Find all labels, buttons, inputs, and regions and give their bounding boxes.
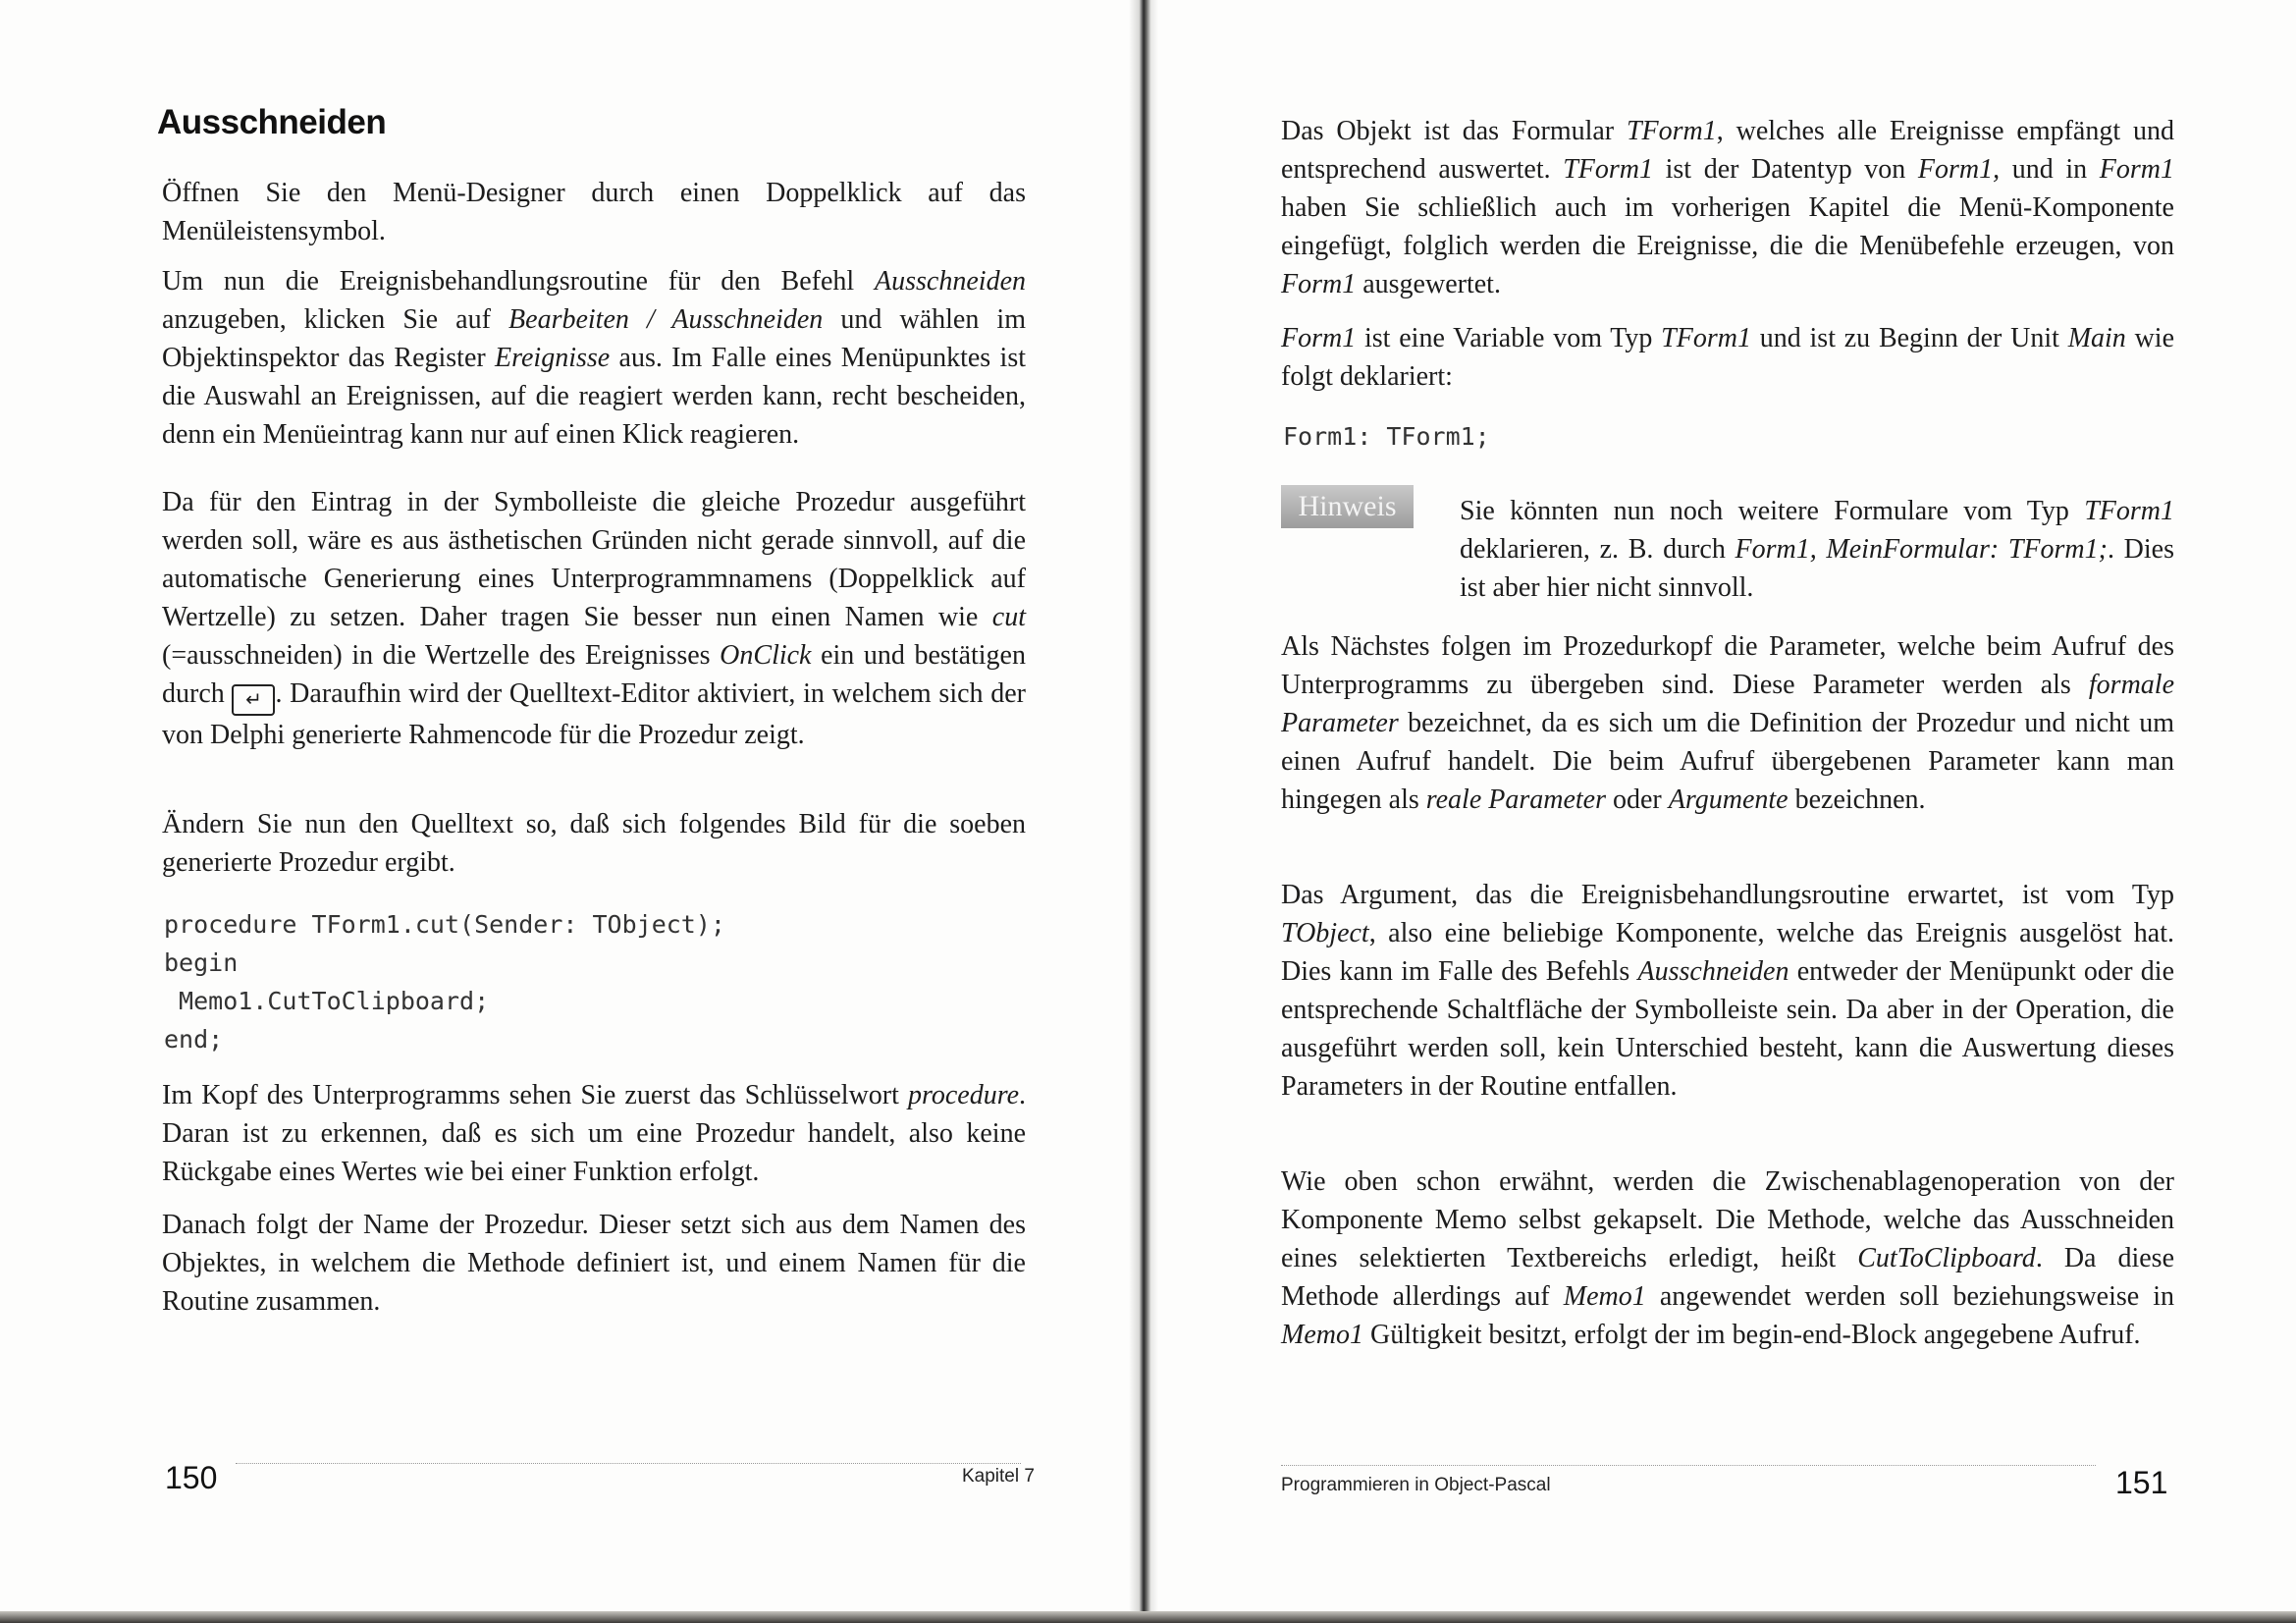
hint-text xyxy=(1460,492,2174,607)
right-paragraph-1 xyxy=(1281,112,2174,303)
right-paragraph-3-text: Als Nächstes folgen im Prozedurkopf die Parameter, welche beim Aufruf des Unterprogramms zu übergeben sind. Diese Parameter werden als formale Parameter bezeichnet, da es sich um die Definition der Prozedur und nicht um einen Aufruf handelt. Die beim Aufruf übergebenen Parameter kann man hingegen als reale Parameter oder Argumente bezeichnen. xyxy=(1281,631,2174,815)
left-page xyxy=(0,0,1139,1623)
paragraph-5-text: Im Kopf des Unterprogramms sehen Sie zuerst das Schlüsselwort procedure. Daran ist zu erkennen, daß es sich um eine Prozedur handelt, also keine Rückgabe eines Wertes wie bei einer Funktion erfolgt. xyxy=(162,1080,1026,1187)
right-paragraph-1-text: Das Objekt ist das Formular TForm1, welches alle Ereignisse empfängt und entsprechend auswertet. TForm1 ist der Datentyp von Form1, und in Form1 haben Sie schließlich auch im vorherigen Kapitel die Menü-Komponente eingefügt, folglich werden die Ereignisse, die die Menübefehle erzeugen, von Form1 ausgewertet. xyxy=(1281,116,2175,299)
code-listing-declaration: Form1: TForm1; xyxy=(1283,422,1490,451)
page-number-right: 151 xyxy=(2115,1465,2168,1500)
page-number-left: 150 xyxy=(165,1460,218,1495)
paragraph-4 xyxy=(162,805,1026,882)
paragraph-6 xyxy=(162,1206,1026,1321)
paragraph-1 xyxy=(162,174,1026,250)
enter-key-icon: ↵ xyxy=(232,684,275,716)
footer-rule-right xyxy=(1281,1465,2096,1466)
right-paragraph-2-text: Form1 ist eine Variable vom Typ TForm1 und ist zu Beginn der Unit Main wie folgt deklariert: xyxy=(1281,323,2174,392)
hint-text-body: Sie könnten nun noch weitere Formulare vom Typ TForm1 deklarieren, z. B. durch Form1, MeinFormular: TForm1;. Dies ist aber hier nicht sinnvoll. xyxy=(1460,496,2174,603)
paragraph-6-text: Danach folgt der Name der Prozedur. Dieser setzt sich aus dem Namen des Objektes, in welchem die Methode definiert ist, und einem Namen für die Routine zusammen. xyxy=(162,1210,1026,1317)
right-paragraph-2 xyxy=(1281,319,2174,396)
paragraph-3 xyxy=(162,483,1026,754)
paragraph-3-text: Da für den Eintrag in der Symbolleiste die gleiche Prozedur ausgeführt werden soll, wäre es aus ästhetischen Gründen nicht gerade sinnvoll, auf die automatische Generierung eines Unterprogrammnamens (Doppelklick auf Wertzelle) zu setzen. Daher tragen Sie besser nun einen Namen wie cut (=ausschneiden) in die Wertzelle des Ereignisses OnClick ein und bestätigen durch ↵ . Daraufhin wird der Quelltext-Editor aktiviert, in welchem sich der von Delphi generierte Rahmencode für die Prozedur zeigt. xyxy=(162,487,1026,750)
running-head-right: Programmieren in Object-Pascal xyxy=(1281,1475,1551,1495)
footer-rule-left xyxy=(236,1463,1021,1464)
right-page xyxy=(1139,0,2296,1623)
paragraph-1-text: Öffnen Sie den Menü-Designer durch einen Doppelklick auf das Menüleistensymbol. xyxy=(162,178,1026,246)
right-paragraph-3 xyxy=(1281,627,2174,819)
hint-badge: Hinweis xyxy=(1281,485,1414,528)
right-paragraph-4 xyxy=(1281,876,2174,1106)
book-gutter xyxy=(1129,0,1158,1623)
right-paragraph-5 xyxy=(1281,1163,2174,1354)
paragraph-5 xyxy=(162,1076,1026,1191)
right-paragraph-5-text: Wie oben schon erwähnt, werden die Zwischenablagenoperation von der Komponente Memo selbst gekapselt. Die Methode, welche das Ausschneiden eines selektierten Textbereichs erledigt, heißt CutToClipboard. Da diese Methode allerdings auf Memo1 angewendet werden soll beziehungsweise in Memo1 Gültigkeit besitzt, erfolgt der im begin-end-Block angegebene Aufruf. xyxy=(1281,1166,2175,1350)
section-title: Ausschneiden xyxy=(157,103,387,141)
book-bottom-edge xyxy=(0,1611,2296,1623)
right-paragraph-4-text: Das Argument, das die Ereignisbehandlungsroutine erwartet, ist vom Typ TObject, also eine beliebige Komponente, welche das Ereignis ausgelöst hat. Dies kann im Falle des Befehls Ausschneiden entweder der Menüpunkt oder die entsprechende Schaltfläche der Symbolleiste sein. Da aber in der Operation, die ausgeführt werden soll, kein Unterschied besteht, kann die Auswertung dieses Parameters in der Routine entfallen. xyxy=(1281,880,2175,1102)
code-listing-procedure: procedure TForm1.cut(Sender: TObject); begin Memo1.CutToClipboard; end; xyxy=(164,910,725,1054)
paragraph-2 xyxy=(162,262,1026,454)
paragraph-4-text: Ändern Sie nun den Quelltext so, daß sich folgendes Bild für die soeben generierte Prozedur ergibt. xyxy=(162,809,1026,878)
paragraph-2-text: Um nun die Ereignisbehandlungsroutine für den Befehl Ausschneiden anzugeben, klicken Sie auf Bearbeiten / Ausschneiden und wählen im Objektinspektor das Register Ereignisse aus. Im Falle eines Menüpunktes ist die Auswahl an Ereignissen, auf die reagiert werden kann, recht bescheiden, denn ein Menüeintrag kann nur auf einen Klick reagieren. xyxy=(162,266,1026,450)
running-head-left: Kapitel 7 xyxy=(962,1466,1035,1487)
